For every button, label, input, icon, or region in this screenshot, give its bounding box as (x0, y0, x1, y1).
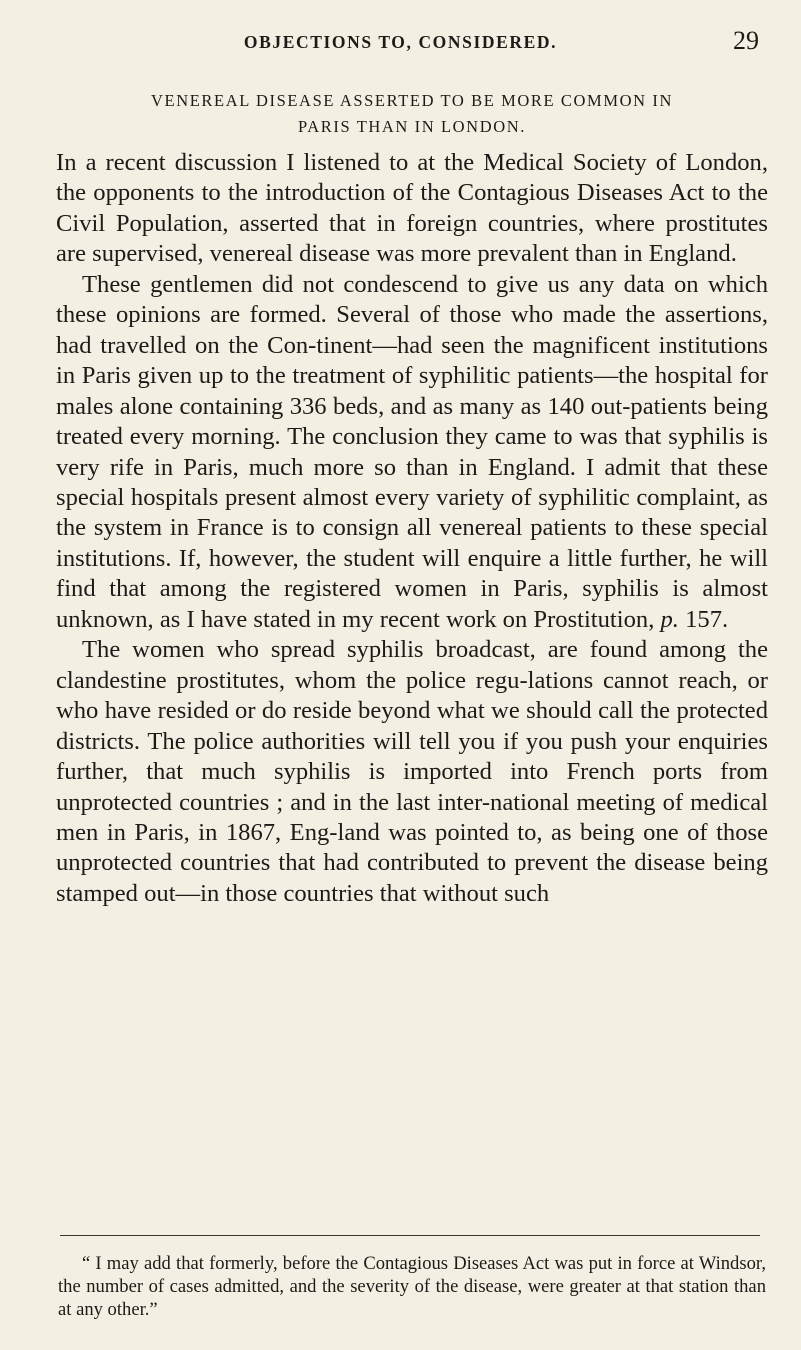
section-heading-line-2: PARIS THAN IN LONDON. (298, 117, 526, 136)
running-header (0, 26, 801, 58)
paragraph-1: In a recent discussion I listened to at the Medical Society of London, the opponents to the introduction of the Contagious Diseases Act to the Civil Population, asserted that in foreign countries, where prostitutes are supervised, venereal disease was more prevalent than in England. (56, 149, 768, 268)
footnote (58, 1252, 766, 1321)
running-title: OBJECTIONS TO, CONSIDERED. (243, 32, 558, 52)
paragraph-3: The women who spread syphilis broadcast, are found among the clandestine prostitutes, whom the police regu-lations cannot reach, or who have resided or do reside beyond what we should call the protected districts. The police authorities will tell you if you push your enquiries further, that much syphilis is imported into French ports from unprotected countries ; and in the last inter-national meeting of medical men in Paris, in 1867, Eng-land was pointed to, as being one of those unprotected countries that had contributed to prevent the disease being stamped out—in those countries that without such (56, 636, 768, 907)
page-number: 29 (733, 26, 759, 55)
section-heading-line-1: VENEREAL DISEASE ASSERTED TO BE MORE COMMON IN (151, 91, 673, 110)
page-ref-abbrev: p. (660, 605, 679, 633)
footnote-text: “ I may add that formerly, before the Contagious Diseases Act was put in force at Windsor, the number of cases admitted, and the severity of the disease, were greater at that station than at any other.” (58, 1253, 766, 1320)
paragraph-2 (56, 270, 768, 635)
section-heading (62, 88, 762, 140)
page-ref-number: 157. (678, 605, 729, 633)
body-text (56, 148, 768, 909)
footnote-rule (60, 1235, 760, 1236)
paragraph-2-text: These gentlemen did not condescend to give us any data on which these opinions are formed. Several of those who made the assertions, had travelled on the Con-tinent—had seen the magnificent institutions in Paris given up to the treatment of syphilitic patients—the hospital for males alone containing 336 beds, and as many as 140 out-patients being treated every morning. The conclusion they came to was that syphilis is very rife in Paris, much more so than in England. I admit that these special hospitals present almost every variety of syphilitic complaint, as the system in France is to consign all venereal patients to these special institutions. If, however, the student will enquire a little further, he will find that among the registered women in Paris, syphilis is almost unknown, as I have stated in my recent work on Prostitution, (56, 270, 768, 633)
